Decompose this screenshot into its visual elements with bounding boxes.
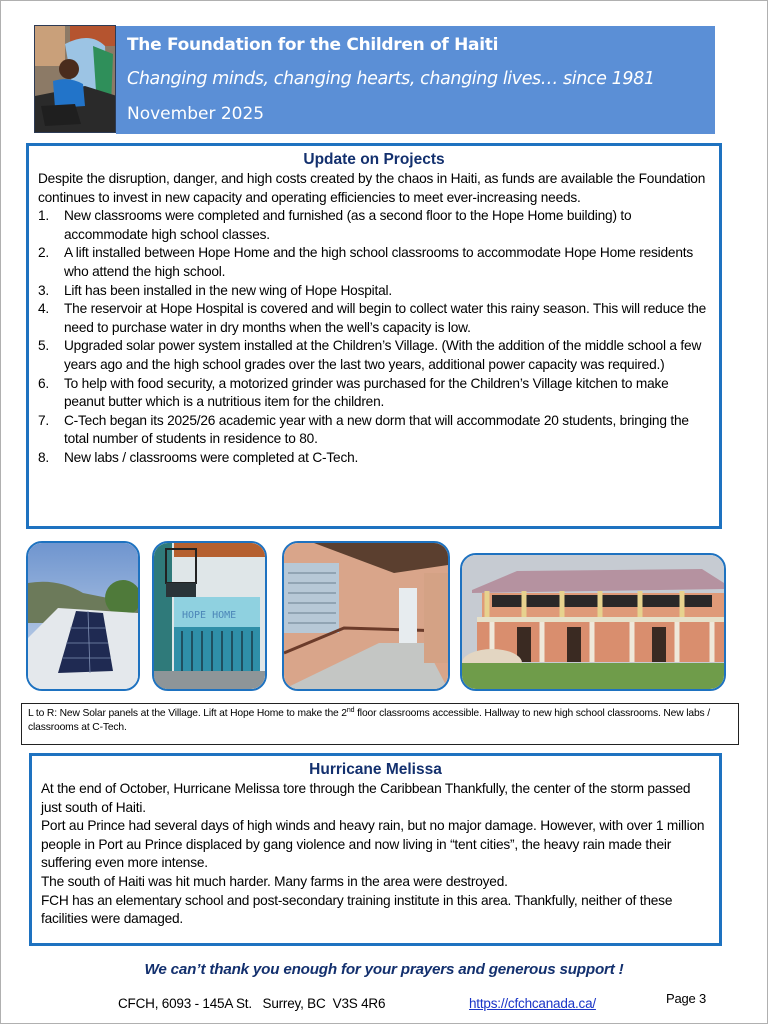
project-item-number: 2. xyxy=(38,245,50,261)
project-item-number: 6. xyxy=(38,375,50,391)
project-item-number: 3. xyxy=(38,282,50,298)
project-item xyxy=(38,300,710,337)
projects-section xyxy=(26,143,722,529)
hurricane-title: Hurricane Melissa xyxy=(309,761,442,778)
project-item xyxy=(38,337,710,374)
photo-hallway xyxy=(282,541,450,691)
caption-text-part1: L to R: New Solar panels at the Village. Lift at Hope Home to make the 2 xyxy=(28,708,347,719)
caption-text-part2: floor classrooms accessible. Hallway to new high school classrooms. New labs / classrooms at C-Tech. xyxy=(28,708,710,733)
hurricane-paragraph: Port au Prince had several days of high winds and heavy rain, but no major damage. However, with over 1 million people in Port au Prince displaced by gang violence and now living in “tent cities”, the heavy rain made their suffering even more intense. xyxy=(41,818,705,871)
hurricane-paragraph: FCH has an elementary school and post-secondary training institute in this area. Thankfully, neither of these facilities were damaged. xyxy=(41,892,673,927)
page-number: Page 3 xyxy=(666,991,707,1006)
organization-name: The Foundation for the Children of Haiti xyxy=(127,35,499,55)
photo-caption xyxy=(21,703,739,745)
caption-superscript: nd xyxy=(346,707,355,714)
project-item-number: 8. xyxy=(38,449,50,465)
project-item-number: 7. xyxy=(38,412,50,428)
project-item-text: C-Tech began its 2025/26 academic year with a new dorm that will accommodate 20 students, bringing the total number of students in residence to 80. xyxy=(64,412,689,447)
project-item xyxy=(38,282,710,301)
hurricane-paragraph: At the end of October, Hurricane Melissa tore through the Caribbean Thankfully, the center of the storm passed just south of Haiti. xyxy=(41,781,691,815)
project-item xyxy=(38,375,710,412)
project-item-number: 5. xyxy=(38,338,50,354)
project-item-text: To help with food security, a motorized grinder was purchased for the Children’s Village kitchen to make peanut butter which is a nutritious item for the children. xyxy=(64,375,669,410)
header-band xyxy=(116,26,715,134)
project-item-number: 4. xyxy=(38,301,50,317)
project-item xyxy=(38,412,710,449)
projects-list xyxy=(38,207,710,467)
project-item-text: New labs / classrooms were completed at C-Tech. xyxy=(64,449,359,465)
project-item-text: A lift installed between Hope Home and the high school classrooms to accommodate Hope Home residents who attend the high school. xyxy=(64,245,693,279)
mailing-address: CFCH, 6093 - 145A St. Surrey, BC V3S 4R6 xyxy=(118,996,386,1011)
projects-title: Update on Projects xyxy=(303,151,445,168)
photo-ctech-labs xyxy=(460,553,726,691)
hope-home-sign: HOPE HOME xyxy=(182,610,237,621)
project-item-text: The reservoir at Hope Hospital is covered and will begin to collect water this rainy season. This will reduce the need to purchase water in dry months when the well’s capacity is low. xyxy=(64,301,707,335)
project-item-text: Lift has been installed in the new wing of Hope Hospital. xyxy=(64,282,392,298)
issue-date: November 2025 xyxy=(127,104,265,124)
project-item xyxy=(38,244,710,281)
hurricane-section xyxy=(29,753,722,946)
header-photo-child xyxy=(34,25,116,133)
photo-solar-panels xyxy=(26,541,140,691)
project-item-text: New classrooms were completed and furnished (as a second floor to the Hope Home building) to accommodate high school classes. xyxy=(64,208,632,242)
project-item-text: Upgraded solar power system installed at the Children’s Village. (With the addition of the middle school a few years ago and the high school grades over the last two years, additional power capacity was required.) xyxy=(64,338,702,372)
project-item-number: 1. xyxy=(38,208,50,224)
project-item xyxy=(38,207,710,244)
tagline: Changing minds, changing hearts, changing lives… since 1981 xyxy=(127,69,655,89)
website-link[interactable]: https://cfchcanada.ca/ xyxy=(469,996,596,1011)
project-item xyxy=(38,449,710,468)
projects-intro: Despite the disruption, danger, and high costs created by the chaos in Haiti, as funds are available the Foundation continues to invest in new capacity and operating efficiencies to meet ever-increasing needs. xyxy=(38,171,706,205)
thank-you-message: We can’t thank you enough for your prayers and generous support ! xyxy=(144,961,624,978)
photo-hope-home-lift xyxy=(152,541,267,691)
hurricane-paragraph: The south of Haiti was hit much harder. Many farms in the area were destroyed. xyxy=(41,873,508,889)
